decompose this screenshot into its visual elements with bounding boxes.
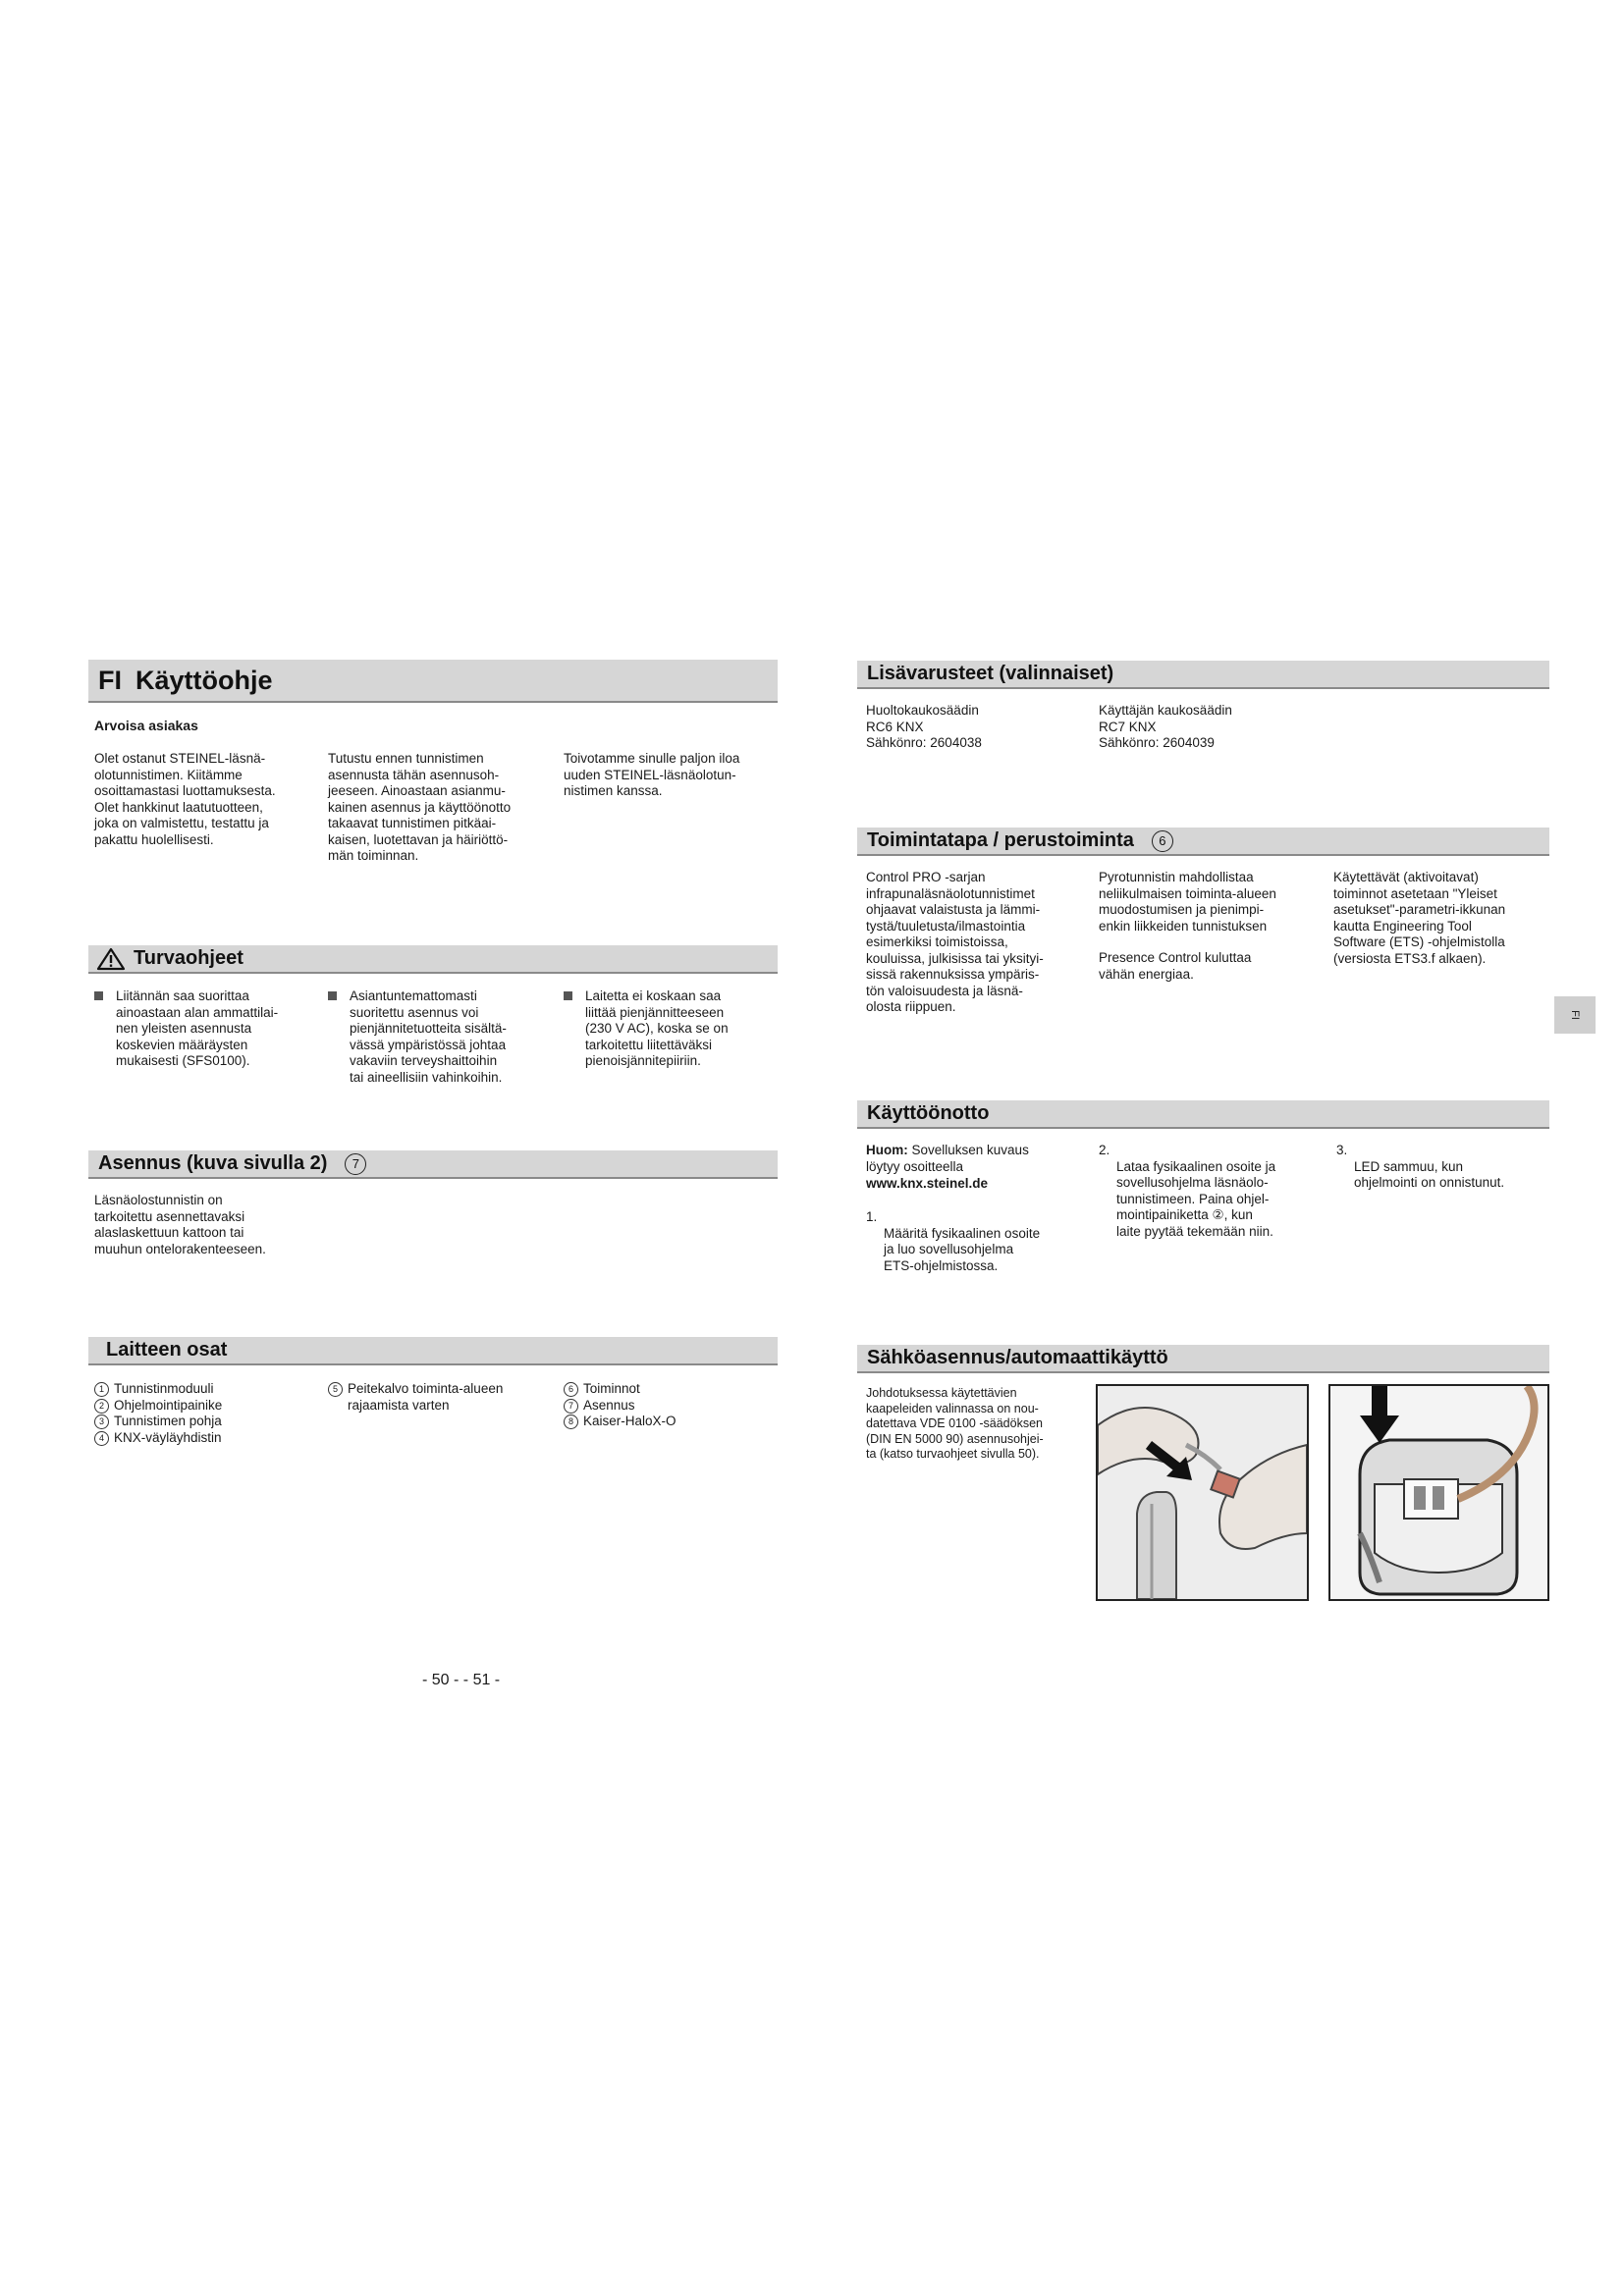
list-item: 1 Tunnistinmoduuli (94, 1381, 310, 1398)
list-item: 3 Tunnistimen pohja (94, 1414, 310, 1430)
intro-col-3: Toivotamme sinulle paljon iloa uuden STEINEL-läsnäolotun- nistimen kanssa. (564, 751, 740, 798)
commissioning-title: Käyttöönotto (867, 1102, 990, 1124)
intro-col-1: Olet ostanut STEINEL-läsnä- olotunnistimen. Kiitämme osoittamastasi luottamuksesta. Olet hankkinut laatutuotteen, joka on valmistettu, testattu ja pakattu huolellisesti. (94, 751, 276, 847)
function-col-1: Control PRO -sarjan infrapunaläsnäolotunnistimet ohjaavat valaistusta ja lämmi- tystä/tuuletusta/ilmastointia esimerkiksi toimistoissa, kouluissa, julkisissa tai yksityi- sissä rakennuksissa ympäris- tön valoisuudesta ja läsnä- olosta riippuen. (866, 870, 1044, 1014)
commissioning-step-1: 1. Määritä fysikaalinen osoite ja luo sovellusohjelma ETS-ohjelmistossa. (866, 1209, 1041, 1273)
parts-title: Laitteen osat (106, 1339, 228, 1361)
electrical-bar (857, 1345, 1549, 1373)
wiring-illustration (1098, 1386, 1307, 1599)
accessory-rc7: Käyttäjän kaukosäädin RC7 KNX Sähkönro: 2604039 (1099, 703, 1232, 750)
figure-ref-6: 6 (1152, 830, 1173, 852)
accessory-rc6: Huoltokaukosäädin RC6 KNX Sähkönro: 2604038 (866, 703, 982, 750)
wiring-photo (1096, 1384, 1309, 1601)
list-item: 2 Ohjelmointipainike (94, 1398, 310, 1415)
language-code: FI (98, 665, 122, 695)
sensor-photo (1328, 1384, 1549, 1601)
commissioning-note (866, 1143, 1087, 1175)
commissioning-step-2: 2. Lataa fysikaalinen osoite ja sovellusohjelma läsnäolo- tunnistimeen. Paina ohjel- mointipainiketta ②, kun laite pyytää tekemään niin. (1099, 1143, 1276, 1239)
function-bar (857, 828, 1549, 856)
list-item: 6 Toiminnot (564, 1381, 780, 1398)
parts-list-3 (564, 1381, 780, 1430)
function-title: Toimintatapa / perustoiminta (867, 829, 1134, 851)
safety-title: Turvaohjeet (134, 947, 244, 969)
electrical-text: Johdotuksessa käytettävien kaapeleiden valinnassa on nou- datettava VDE 0100 -säädöksen (DIN EN 5000 90) asennusohjei- ta (katso turvaohjeet sivulla 50). (866, 1386, 1044, 1461)
warning-icon (96, 947, 126, 971)
install-text: Läsnäolostunnistin on tarkoitettu asennettavaksi alaslaskettuun kattoon tai muuhun ontelorakenteeseen. (94, 1193, 266, 1256)
function-col-2a: Pyrotunnistin mahdollistaa neliikulmaisen toiminta-alueen muodostumisen ja pienimpi- enkin liikkeiden tunnistuksen (1099, 870, 1276, 934)
accessories-bar (857, 661, 1549, 689)
parts-list-1 (94, 1381, 310, 1446)
safety-item-1: Liitännän saa suorittaa ainoastaan alan ammattilai- nen yleisten asennusta koskevien määräysten mukaisesti (SFS0100). (94, 988, 332, 1070)
note-label: Huom: (866, 1143, 908, 1157)
sensor-illustration (1330, 1386, 1547, 1599)
safety-bar (88, 945, 778, 974)
install-title: Asennus (kuva sivulla 2) (98, 1152, 328, 1174)
title-bar (88, 660, 778, 703)
note-text: Sovelluksen kuvaus löytyy osoitteella (866, 1143, 1029, 1174)
accessories-title: Lisävarusteet (valinnaiset) (867, 663, 1114, 684)
function-col-2b: Presence Control kuluttaa vähän energiaa. (1099, 950, 1252, 982)
list-item: 4 KNX-väyläyhdistin (94, 1430, 310, 1447)
figure-ref-7: 7 (345, 1153, 366, 1175)
page-numbers: - 50 - - 51 - (422, 1672, 501, 1688)
function-col-3: Käytettävät (aktivoitavat) toiminnot asetetaan "Yleiset asetukset"-parametri-ikkunan kautta Engineering Tool Software (ETS) -ohjelmistolla (versiosta ETS3.f alkaen). (1333, 870, 1506, 966)
safety-item-2: Asiantuntemattomasti suoritettu asennus voi pienjännitetuotteita sisältä- vässä ympäristössä johtaa vakaviin terveyshaittoihin tai aineellisiin vahinkoihin. (328, 988, 566, 1086)
commissioning-step-3: 3. LED sammuu, kun ohjelmointi on onnistunut. (1336, 1143, 1505, 1190)
install-bar (88, 1150, 778, 1179)
safety-item-3: Laitetta ei koskaan saa liittää pienjännitteeseen (230 V AC), koska se on tarkoitettu liitettäväksi pienoisjännitepiiriin. (564, 988, 801, 1070)
language-side-tab: FI (1554, 996, 1596, 1034)
parts-bar (88, 1337, 778, 1365)
page-title: Käyttöohje (135, 665, 273, 695)
list-item: 8 Kaiser-HaloX-O (564, 1414, 780, 1430)
commissioning-bar (857, 1100, 1549, 1129)
intro-col-2: Tutustu ennen tunnistimen asennusta tähän asennusoh- jeeseen. Ainoastaan asianmu- kainen asennus ja käyttöönotto takaavat tunnistimen pitkäai- kaisen, luotettavan ja häiriöttö- män toiminnan. (328, 751, 512, 863)
list-item: 5 Peitekalvo toiminta-alueen rajaamista varten (328, 1381, 554, 1414)
knx-link[interactable]: www.knx.steinel.de (866, 1176, 989, 1191)
electrical-title: Sähköasennus/automaattikäyttö (867, 1347, 1168, 1368)
list-item: 7 Asennus (564, 1398, 780, 1415)
parts-list-2 (328, 1381, 554, 1414)
greeting: Arvoisa asiakas (94, 718, 198, 733)
